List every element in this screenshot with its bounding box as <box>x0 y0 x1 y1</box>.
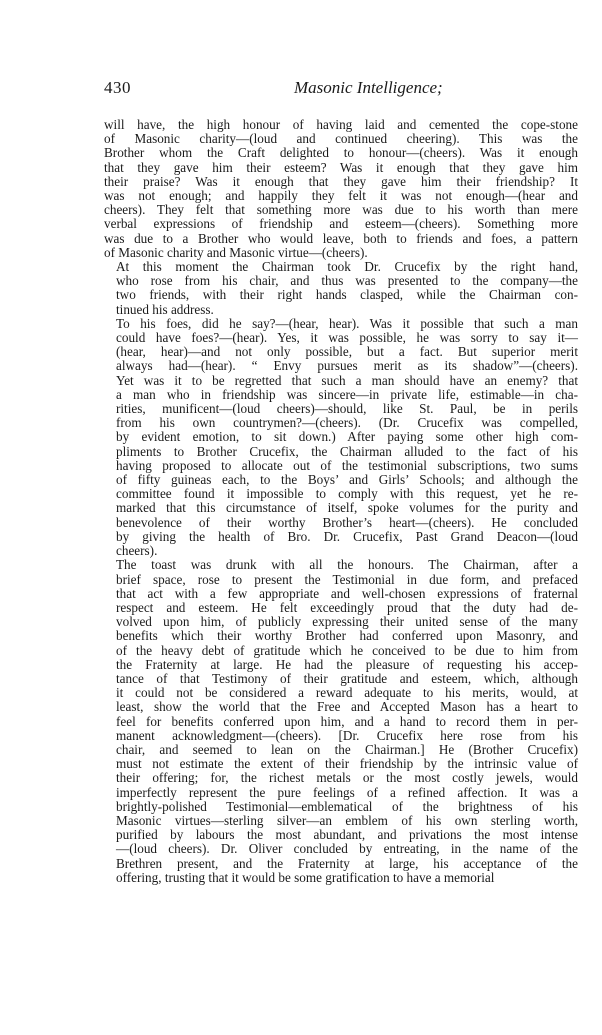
text-line: having proposed to allocate out of the testimonial subscriptions, two sums <box>116 457 578 473</box>
text-line: Masonic virtues—sterling silver—an emblem of his own sterling worth, <box>116 812 578 828</box>
text-line: that act with a few appropriate and well-chosen expressions of fraternal <box>116 585 578 601</box>
text-line: of Masonic charity—(loud and continued cheering). This was the <box>104 131 578 147</box>
text-line: imperfectly represent the pure feelings of a refined affection. It was a <box>116 784 578 800</box>
text-line: tance of that Testimony of their gratitude and esteem, which, although <box>116 670 578 686</box>
text-line: (hear, hear)—and not only possible, but a fact. But superior merit <box>116 344 578 360</box>
text-line: manent acknowledgment—(cheers). [Dr. Crucefix here rose from his <box>116 727 578 743</box>
text-line: was not enough; and happily they felt it was not enough—(hear and <box>104 188 578 204</box>
page-header <box>104 78 578 108</box>
text-line: benevolence of their worthy Brother’s heart—(cheers). He concluded <box>116 514 578 530</box>
text-line: a man who in friendship was sincere—in private life, estimable—in cha- <box>116 386 578 402</box>
text-line: by giving the health of Bro. Dr. Crucefix, Past Grand Deacon—(loud <box>116 528 578 544</box>
running-head: Masonic Intelligence; <box>294 78 443 97</box>
text-line: pliments to Brother Crucefix, the Chairman alluded to the fact of his <box>116 443 578 459</box>
text-line: benefits which their worthy Brother had conferred upon Masonry, and <box>116 628 578 644</box>
page-number: 430 <box>104 78 131 97</box>
text-line: of Masonic charity and Masonic virtue—(cheers). <box>104 244 368 260</box>
text-line: chair, and seemed to lean on the Chairman.] He (Brother Crucefix) <box>116 741 578 757</box>
text-line: of fifty guineas each, to the Boys’ and Girls’ Schools; and although the <box>116 472 578 488</box>
text-line: volved upon him, of publicly expressing their united sense of the many <box>116 614 578 630</box>
text-line: At this moment the Chairman took Dr. Crucefix by the right hand, <box>116 259 578 275</box>
text-line: The toast was drunk with all the honours. The Chairman, after a <box>116 557 578 573</box>
text-line: from his own countrymen?—(cheers). (Dr. Crucefix was compelled, <box>116 415 578 431</box>
text-line: To his foes, did he say?—(hear, hear). Was it possible that such a man <box>116 315 578 331</box>
text-line: two friends, with their right hands clasped, while the Chairman con- <box>116 287 578 303</box>
page <box>104 78 578 885</box>
text-line: the Fraternity at large. He had the pleasure of requesting his accep- <box>116 656 578 672</box>
text-line: Brethren present, and the Fraternity at large, his acceptance of the <box>116 855 578 871</box>
body-text <box>104 118 578 885</box>
text-line: committee found it impossible to comply with this request, yet he re- <box>116 486 578 502</box>
text-line: Brother whom the Craft delighted to honour—(cheers). Was it enough <box>104 145 578 161</box>
text-line: could have foes?—(hear). Yes, it was possible, he was sorry to say it— <box>116 330 578 346</box>
text-line: their offering; for, the richest metals or the most costly jewels, would <box>116 770 578 786</box>
paragraph <box>104 118 578 260</box>
text-line: of the heavy debt of gratitude which he conceived to be due to him from <box>116 642 578 658</box>
text-line: who rose from his chair, and thus was presented to the company—the <box>116 273 578 289</box>
text-line: will have, the high honour of having laid and cemented the cope-stone <box>104 117 578 132</box>
text-line: feel for benefits conferred upon him, and a hand to record them in per- <box>116 713 578 729</box>
text-line: cheers). They felt that something more was due to his worth than mere <box>104 202 578 218</box>
text-line: offering, trusting that it would be some gratification to have a memorial <box>116 869 495 885</box>
paragraph <box>104 317 578 558</box>
text-line: marked that this circumstance of itself, spoke volumes for the purity and <box>116 500 578 516</box>
text-line: —(loud cheers). Dr. Oliver concluded by entreating, in the name of the <box>116 841 578 857</box>
text-line: it could not be considered a reward adequate to his merits, would, at <box>116 685 578 701</box>
text-line: least, show the world that the Free and Accepted Mason has a heart to <box>116 699 578 715</box>
text-line: their praise? Was it enough that they gave him their friendship? It <box>104 173 578 189</box>
paragraph <box>104 558 578 885</box>
text-line: Yet was it to be regretted that such a man should have an enemy? that <box>116 372 578 388</box>
text-line: by evident emotion, to sit down.) After paying some other high com- <box>116 429 578 445</box>
text-line: must not estimate the extent of their friendship by the intrinsic value of <box>116 756 578 772</box>
text-line: always had—(hear). “ Envy pursues merit as its shadow”—(cheers). <box>116 358 578 374</box>
text-line: purified by labours the most abundant, and privations the most intense <box>116 827 578 843</box>
text-line: was due to a Brother who would leave, both to friends and foes, a pattern <box>104 230 578 246</box>
text-line: respect and esteem. He felt exceedingly proud that the duty had de- <box>116 599 578 615</box>
text-line: brightly-polished Testimonial—emblematical of the brightness of his <box>116 798 578 814</box>
text-line: that they gave him their esteem? Was it enough that they gave him <box>104 159 578 175</box>
paragraph <box>104 260 578 317</box>
text-line: cheers). <box>116 543 158 559</box>
text-line: tinued his address. <box>116 301 214 317</box>
text-line: rities, munificent—(loud cheers)—should, like St. Paul, be in perils <box>116 401 578 417</box>
text-line: verbal expressions of friendship and esteem—(cheers). Something more <box>104 216 578 232</box>
text-line: brief space, rose to present the Testimonial in due form, and prefaced <box>116 571 578 587</box>
